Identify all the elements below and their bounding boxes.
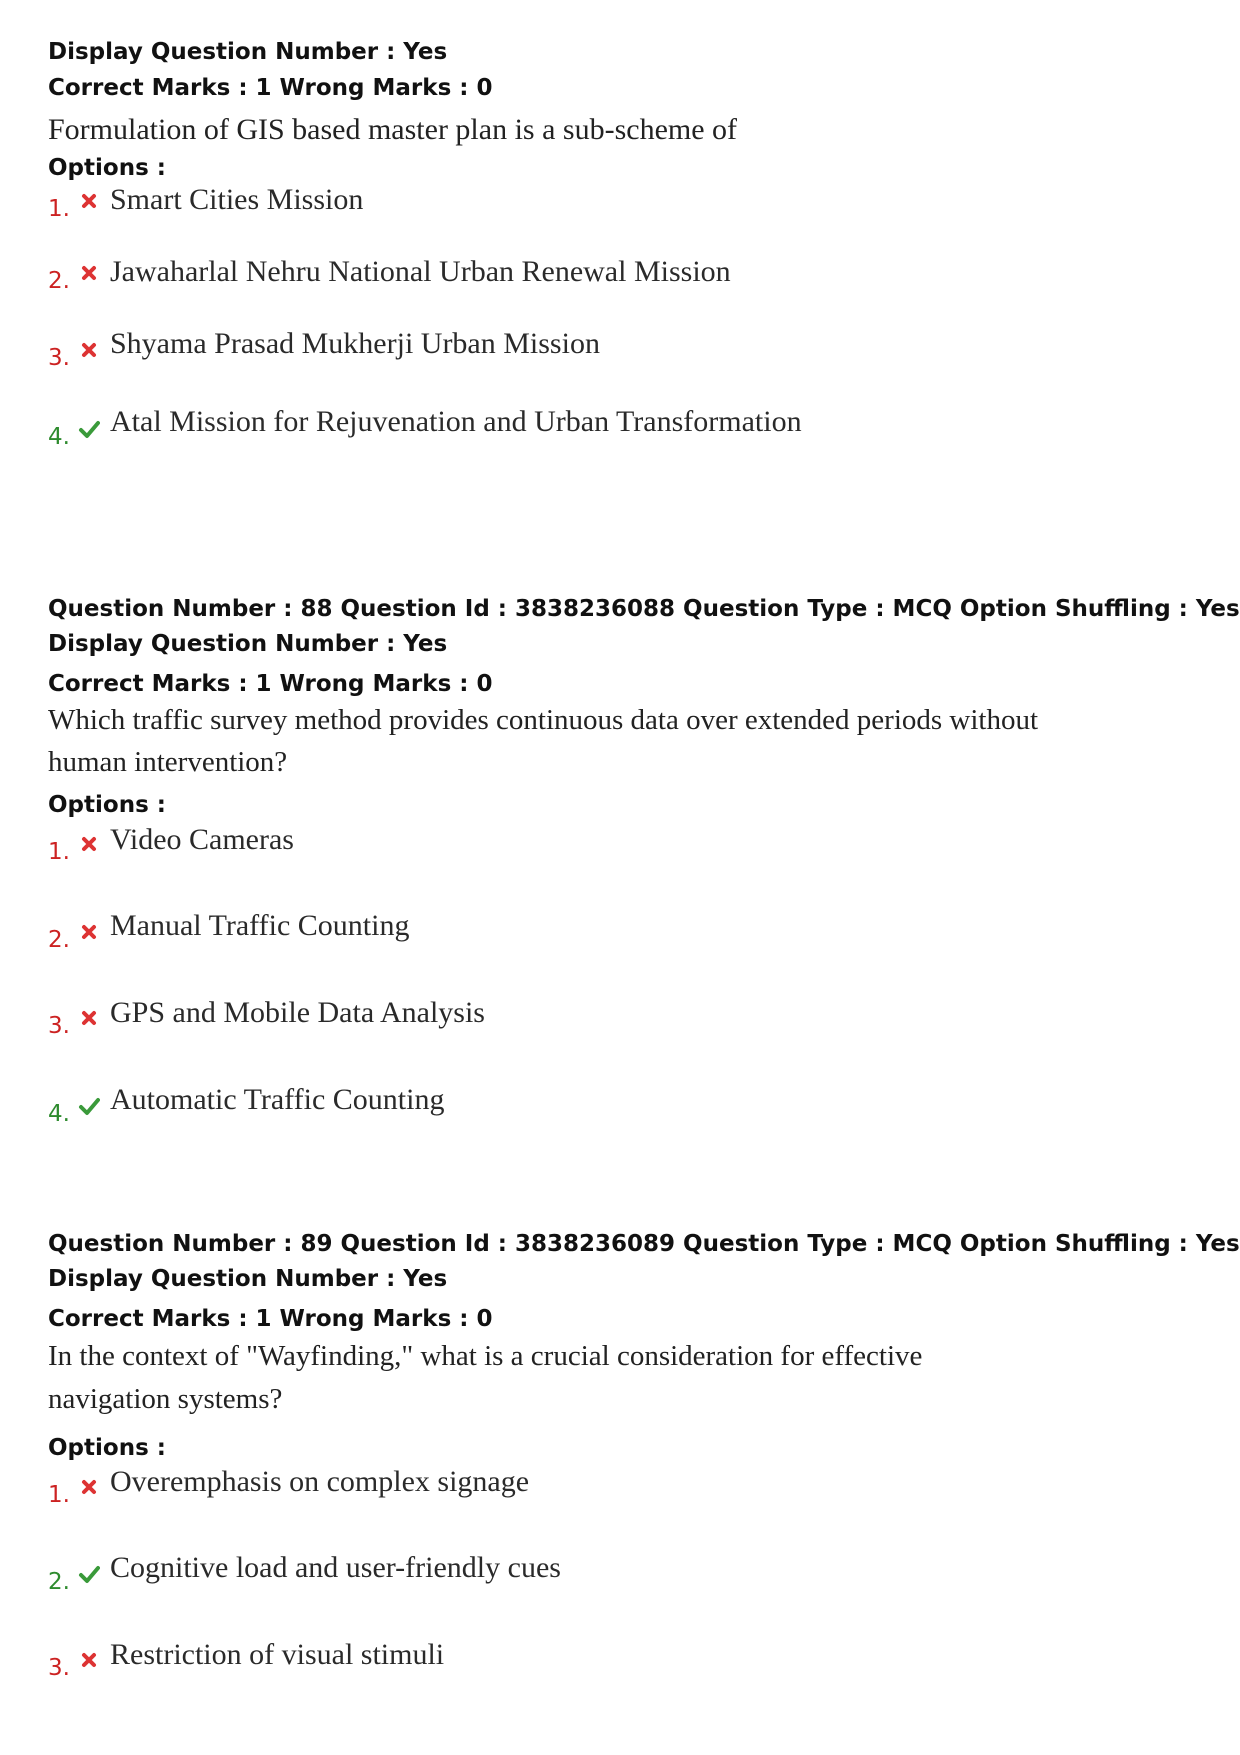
option-number: 1. — [48, 1482, 70, 1508]
cross-icon — [78, 1007, 100, 1029]
option-number: 3. — [48, 1013, 70, 1039]
option-text: Restriction of visual stimuli — [110, 1638, 445, 1671]
option-text: Video Cameras — [110, 823, 294, 856]
check-icon — [78, 1095, 100, 1117]
display-question-number: Display Question Number : Yes — [48, 631, 448, 657]
display-question-number: Display Question Number : Yes — [48, 39, 448, 65]
options-label: Options : — [48, 792, 166, 818]
option-number: 2. — [48, 927, 70, 953]
options-label: Options : — [48, 1435, 166, 1461]
cross-icon — [78, 262, 100, 284]
display-question-number: Display Question Number : Yes — [48, 1266, 448, 1292]
option-number: 1. — [48, 839, 70, 865]
option-text: Cognitive load and user-friendly cues — [110, 1551, 561, 1584]
option-number: 3. — [48, 1655, 70, 1681]
option-text: Jawaharlal Nehru National Urban Renewal Mission — [110, 255, 731, 288]
question-header: Question Number : 89 Question Id : 3838236089 Question Type : MCQ Option Shuffling : Yes — [48, 1231, 1240, 1257]
option-number: 3. — [48, 345, 70, 371]
cross-icon — [78, 833, 100, 855]
cross-icon — [78, 1476, 100, 1498]
option-number: 4. — [48, 424, 70, 450]
option-number: 2. — [48, 1569, 70, 1595]
question-text-line-2: human intervention? — [48, 746, 288, 778]
question-header: Question Number : 88 Question Id : 3838236088 Question Type : MCQ Option Shuffling : Yes — [48, 596, 1240, 622]
marks-line: Correct Marks : 1 Wrong Marks : 0 — [48, 1306, 493, 1332]
cross-icon — [78, 339, 100, 361]
marks-line: Correct Marks : 1 Wrong Marks : 0 — [48, 75, 493, 101]
check-icon — [78, 418, 100, 440]
question-text: Formulation of GIS based master plan is a sub-scheme of — [48, 113, 738, 146]
option-text: Manual Traffic Counting — [110, 909, 410, 942]
marks-line: Correct Marks : 1 Wrong Marks : 0 — [48, 671, 493, 697]
option-number: 4. — [48, 1101, 70, 1127]
option-text: Automatic Traffic Counting — [110, 1083, 445, 1116]
cross-icon — [78, 921, 100, 943]
cross-icon — [78, 190, 100, 212]
option-number: 2. — [48, 268, 70, 294]
option-text: Atal Mission for Rejuvenation and Urban Transformation — [110, 405, 802, 438]
question-text-line-1: Which traffic survey method provides continuous data over extended periods without — [48, 704, 1039, 736]
option-text: GPS and Mobile Data Analysis — [110, 996, 485, 1029]
option-text: Shyama Prasad Mukherji Urban Mission — [110, 327, 600, 360]
option-text: Smart Cities Mission — [110, 183, 364, 216]
question-text-line-2: navigation systems? — [48, 1383, 283, 1415]
option-number: 1. — [48, 196, 70, 222]
options-label: Options : — [48, 155, 166, 181]
check-icon — [78, 1563, 100, 1585]
question-text-line-1: In the context of "Wayfinding," what is a crucial consideration for effective — [48, 1340, 923, 1372]
option-text: Overemphasis on complex signage — [110, 1465, 530, 1498]
cross-icon — [78, 1649, 100, 1671]
